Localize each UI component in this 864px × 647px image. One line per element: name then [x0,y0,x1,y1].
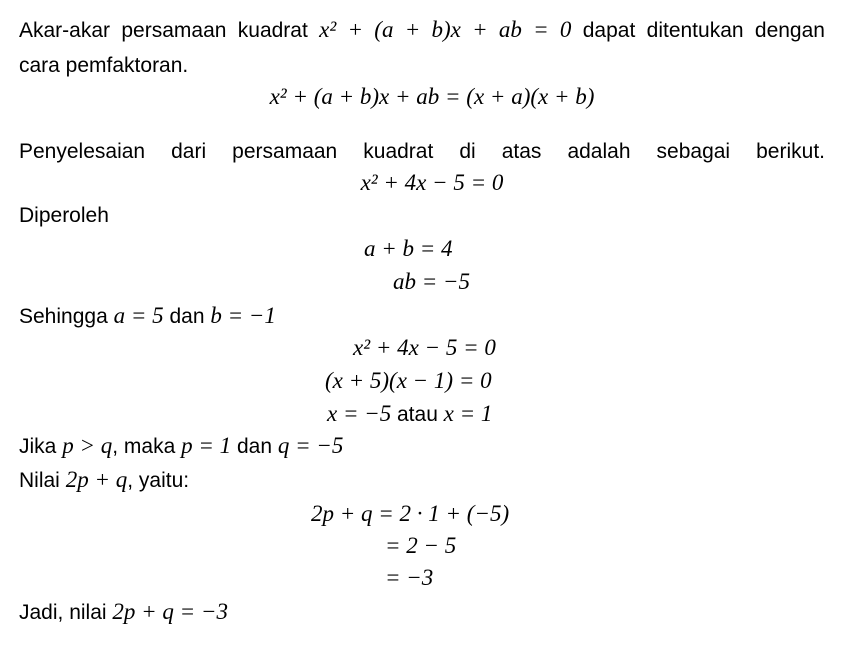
root-1: x = −5 [327,401,392,426]
solution-intro: Penyelesaian dari persamaan kuadrat di atas adalah sebagai berikut. [19,140,825,163]
calc-line-2: = 2 − 5 [385,533,457,558]
intro-text: Akar-akar persamaan kuadrat [19,19,308,42]
calc-line-1: 2p + q = 2 · 1 + (−5) [311,501,510,526]
q-value: q = −5 [277,433,344,458]
sum-equation: a + b = 4 [364,236,453,261]
product-equation: ab = −5 [393,269,471,294]
factor-formula: x² + (a + b)x + ab = (x + a)(x + b) [269,84,595,109]
condition-line [19,432,343,460]
factor-step-3 [327,399,492,429]
p-value: p = 1 [181,433,232,458]
so-line [19,302,276,330]
root-2: x = 1 [443,401,493,426]
condition-inequality: p > q [62,433,113,458]
value-expression: 2p + q [65,467,128,492]
value-question [19,466,189,494]
value-suffix: , yaitu: [127,469,190,492]
condition-prefix: Jika [19,435,57,458]
factor-step-2: (x + 5)(x − 1) = 0 [325,368,492,393]
obtained-label: Diperoleh [19,204,109,227]
conclusion-prefix: Jadi, nilai [19,601,107,624]
intro-tail: dapat ditentukan dengan [582,19,825,42]
value-prefix: Nilai [19,469,60,492]
or-word: atau [397,403,438,426]
conclusion-expression: 2p + q = −3 [112,599,228,624]
conclusion-line [19,598,228,626]
a-value: a = 5 [113,303,164,328]
b-value: b = −1 [210,303,276,328]
intro-math: x² + (a + b)x + ab = 0 [319,17,572,42]
intro-line-1 [19,16,825,44]
so-conj: dan [169,305,205,328]
intro-line-2: cara pemfaktoran. [19,54,189,77]
factor-step-1: x² + 4x − 5 = 0 [353,335,496,360]
so-prefix: Sehingga [19,305,108,328]
quadratic-equation: x² + 4x − 5 = 0 [360,170,504,195]
condition-mid: , maka [112,435,176,458]
calc-line-3: = −3 [385,565,434,590]
condition-conj: dan [236,435,273,458]
